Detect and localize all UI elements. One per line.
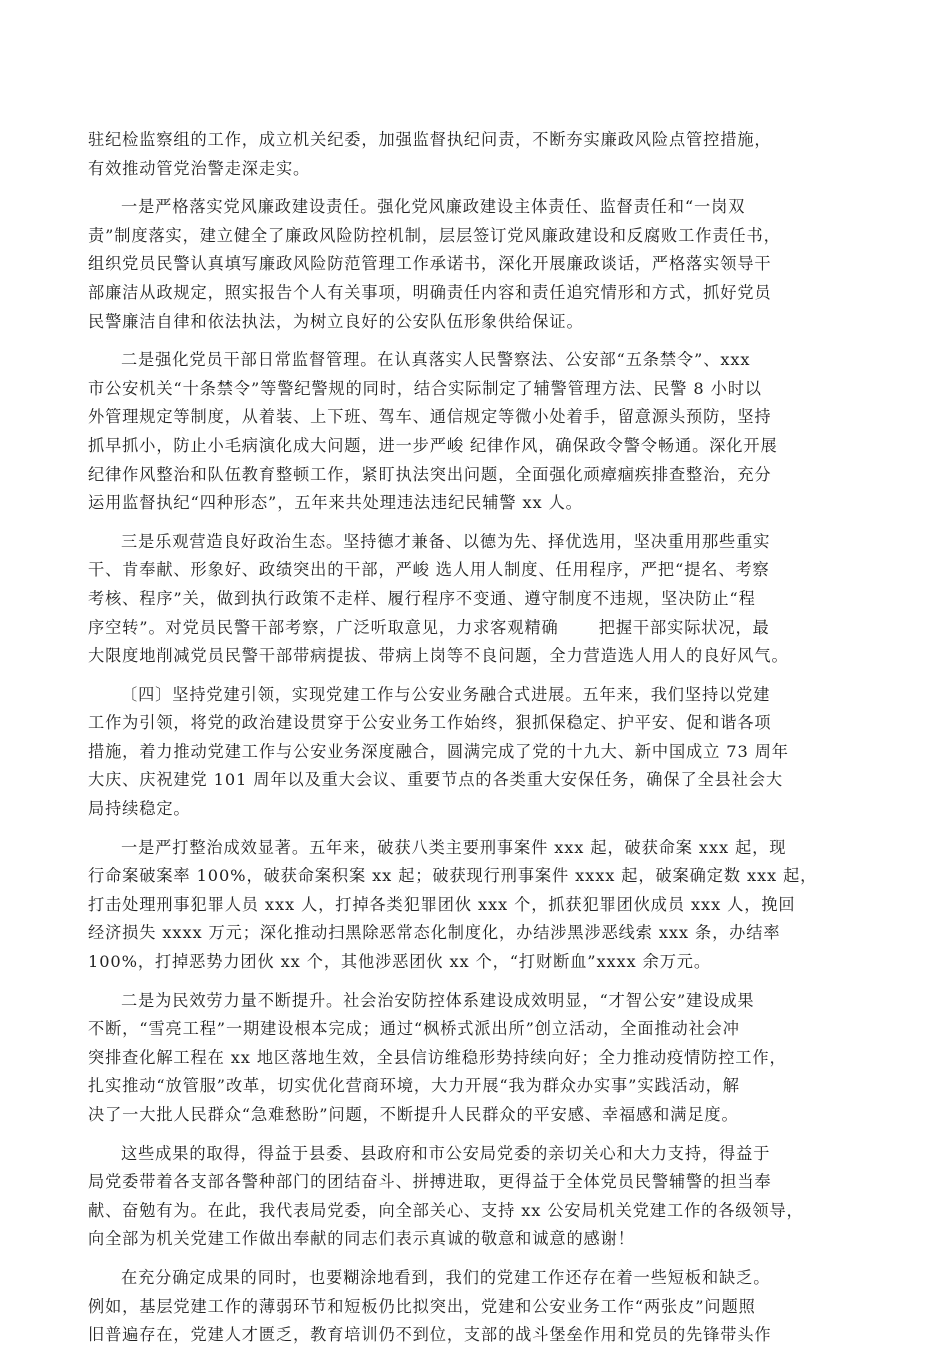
text-line: 向全部为机关党建工作做出奉献的同志们表示真诚的敬意和诚意的感谢！	[88, 1229, 635, 1249]
paragraph-8	[88, 1264, 880, 1350]
text-line: 100%，打掉恶势力团伙 xx 个，其他涉恶团伙 xx 个，“打财断血”xxxx 余万元。	[88, 952, 711, 972]
text-line: 措施，着力推动党建工作与公安业务深度融合，圆满完成了党的十九大、新中国成立 73 周年	[88, 741, 789, 761]
text-line: 组织党员民警认真填写廉政风险防范管理工作承诺书，深化开展廉政谈话，严格落实领导干	[88, 254, 772, 274]
text-line: 大限度地削减党员民警干部带病提拔、带病上岗等不良问题，全力营造选人用人的良好风气。	[88, 646, 789, 666]
document-body	[88, 126, 880, 1350]
text-line: 考核、程序”关，做到执行政策不走样、履行程序不变通、遵守制度不违规，坚决防止“程	[88, 588, 756, 608]
text-line: 干、肯奉献、形象好、政绩突出的干部，严峻 选人用人制度、任用程序，严把“提名、考察	[88, 560, 770, 580]
text-line: 局党委带着各支部各警种部门的团结奋斗、拼搏进取，更得益于全体党员民警辅警的担当奉	[88, 1172, 772, 1192]
text-line: 不断，“雪亮工程”一期建设根本完成；通过“枫桥式派出所”创立活动，全面推动社会冲	[88, 1019, 740, 1039]
text-line: 序空转”。对党员民警干部考察，广泛听取意见，力求客观精确 把握干部实际状况，最	[88, 617, 770, 637]
text-line: 外管理规定等制度，从着装、上下班、驾车、通信规定等微小处着手，留意源头预防，坚持	[88, 407, 772, 427]
text-line: 〔四〕坚持党建引领，实现党建工作与公安业务融合式进展。五年来，我们坚持以党建	[121, 684, 771, 704]
text-line: 部廉洁从政规定，照实报告个人有关事项，明确责任内容和责任追究情形和方式，抓好党员	[88, 282, 772, 302]
paragraph-3	[88, 528, 880, 671]
paragraph-2	[88, 346, 880, 518]
text-line: 工作为引领，将党的政治建设贯穿于公安业务工作始终，狠抓保稳定、护平安、促和谐各项	[88, 713, 772, 733]
text-line: 旧普遍存在，党建人才匮乏，教育培训仍不到位，支部的战斗堡垒作用和党员的先锋带头作	[88, 1325, 772, 1345]
text-line: 三是乐观营造良好政治生态。坚持德才兼备、以德为先、择优选用，坚决重用那些重实	[121, 531, 771, 551]
text-line: 二是为民效劳力量不断提升。社会治安防控体系建设成效明显，“才智公安”建设成果	[121, 990, 755, 1010]
text-line: 行命案破案率 100%，破获命案积案 xx 起；破获现行刑事案件 xxxx 起，破案确定数 xxx 起，	[88, 866, 818, 886]
text-line: 责”制度落实，建立健全了廉政风险防控机制，层层签订党风廉政建设和反腐败工作责任书，	[88, 225, 781, 245]
text-line: 局持续稳定。	[88, 799, 191, 819]
paragraph-0	[88, 126, 880, 183]
text-line: 例如，基层党建工作的薄弱环节和短板仍比拟突出，党建和公安业务工作“两张皮”问题照	[88, 1296, 756, 1316]
text-line: 民警廉洁自律和依法执法，为树立良好的公安队伍形象供给保证。	[88, 311, 584, 331]
paragraph-7	[88, 1140, 880, 1254]
text-line: 在充分确定成果的同时，也要糊涂地看到，我们的党建工作还存在着一些短板和缺乏。	[121, 1267, 771, 1287]
text-line: 抓早抓小，防止小毛病演化成大问题，进一步严峻 纪律作风，确保政令警令畅通。深化开展	[88, 435, 778, 455]
paragraph-6	[88, 987, 880, 1130]
text-line: 突排查化解工程在 xx 地区落地生效，全县信访维稳形势持续向好；全力推动疫情防控工作，	[88, 1047, 787, 1067]
text-line: 打击处理刑事犯罪人员 xxx 人，打掉各类犯罪团伙 xxx 个，抓获犯罪团伙成员 xxx 人，挽回	[88, 894, 796, 914]
text-line: 纪律作风整治和队伍教育整顿工作，紧盯执法突出问题，全面强化顽瘴痼疾排查整治，充分	[88, 464, 772, 484]
text-line: 有效推动管党治警走深走实。	[88, 158, 311, 178]
text-line: 运用监督执纪“四种形态”，五年来共处理违法违纪民辅警 xx 人。	[88, 493, 583, 513]
text-line: 这些成果的取得，得益于县委、县政府和市公安局党委的亲切关心和大力支持，得益于	[121, 1143, 771, 1163]
text-line: 决了一大批人民群众“急难愁盼”问题，不断提升人民群众的平安感、幸福感和满足度。	[88, 1105, 739, 1124]
text-line: 经济损失 xxxx 万元；深化推动扫黑除恶常态化制度化，办结涉黑涉恶线索 xxx 条，办结率	[88, 923, 781, 943]
paragraph-1	[88, 193, 880, 336]
text-line: 驻纪检监察组的工作，成立机关纪委，加强监督执纪问责，不断夯实廉政风险点管控措施，	[88, 130, 772, 149]
text-line: 献、奋勉有为。在此，我代表局党委，向全部关心、支持 xx 公安局机关党建工作的各级领导，	[88, 1200, 804, 1220]
text-line: 市公安机关“十条禁令”等警纪警规的同时，结合实际制定了辅警管理方法、民警 8 小时以	[88, 378, 762, 398]
text-line: 一是严格落实党风廉政建设责任。强化党风廉政建设主体责任、监督责任和“一岗双	[121, 197, 746, 217]
text-line: 大庆、庆祝建党 101 周年以及重大会议、重要节点的各类重大安保任务，确保了全县社会大	[88, 770, 784, 790]
text-line: 扎实推动“放管服”改革，切实优化营商环境，大力开展“我为群众办实事”实践活动，解	[88, 1076, 740, 1096]
paragraph-5	[88, 834, 880, 977]
paragraph-4	[88, 681, 880, 824]
text-line: 二是强化党员干部日常监督管理。在认真落实人民警察法、公安部“五条禁令”、xxx	[121, 350, 751, 370]
text-line: 一是严打整治成效显著。五年来，破获八类主要刑事案件 xxx 起，破获命案 xxx 起，现	[121, 837, 787, 857]
